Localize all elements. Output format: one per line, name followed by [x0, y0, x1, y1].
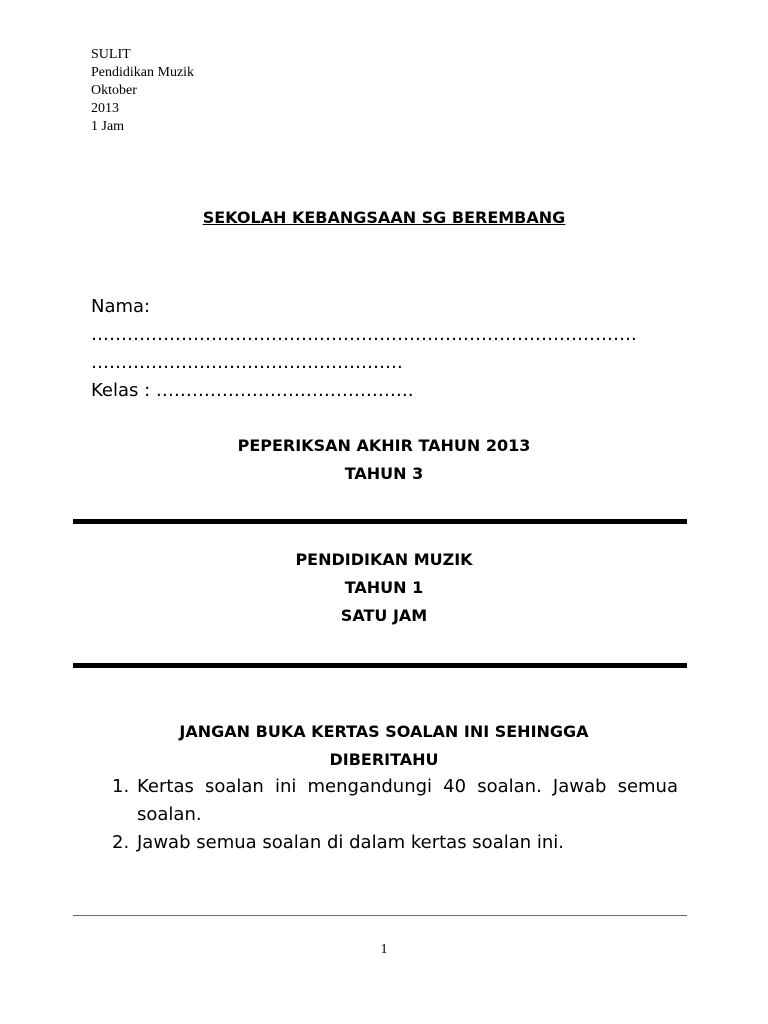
- exam-title-block: [0, 432, 768, 488]
- header-duration: 1 Jam: [91, 119, 125, 134]
- subject-year: TAHUN 1: [344, 578, 424, 597]
- header-subject: Pendidikan Muzik: [91, 65, 195, 80]
- class-fill-line: Kelas : …………………………………….: [91, 380, 414, 401]
- instruction-item: [112, 773, 678, 829]
- instructions-list: [112, 773, 678, 857]
- subject-duration: SATU JAM: [340, 606, 428, 625]
- warning-line-1: JANGAN BUKA KERTAS SOALAN INI SEHINGGA: [179, 722, 589, 741]
- school-name: SEKOLAH KEBANGSAAN SG BEREMBANG: [202, 208, 566, 227]
- footer-divider: [73, 915, 687, 916]
- document-header: [91, 46, 194, 136]
- student-info-block: [91, 293, 637, 405]
- page-number: 1: [380, 942, 388, 957]
- warning-notice: [130, 718, 638, 774]
- exam-year: TAHUN 3: [344, 464, 424, 483]
- header-month: Oktober: [91, 83, 137, 98]
- name-label: Nama:: [91, 296, 151, 317]
- warning-line-2: DIBERITAHU: [329, 750, 439, 769]
- instruction-text: Kertas soalan ini mengandungi 40 soalan. Jawab semua soalan.: [137, 776, 678, 825]
- instruction-item: [112, 829, 678, 857]
- instruction-text: Jawab semua soalan di dalam kertas soalan ini.: [137, 832, 565, 853]
- divider-thick-bottom: [73, 663, 687, 668]
- subject-block: [0, 546, 768, 630]
- subject-name: PENDIDIKAN MUZIK: [295, 550, 473, 569]
- divider-thick-top: [73, 519, 687, 524]
- exam-title: PEPERIKSAN AKHIR TAHUN 2013: [237, 436, 531, 455]
- instruction-number: 1.: [112, 776, 130, 797]
- name-fill-line-1: ……………………………………………………………………………….: [91, 324, 637, 345]
- header-classification: SULIT: [91, 47, 131, 62]
- header-year: 2013: [91, 101, 119, 116]
- instruction-number: 2.: [112, 832, 130, 853]
- name-fill-line-2: …………………………………………….: [91, 352, 403, 373]
